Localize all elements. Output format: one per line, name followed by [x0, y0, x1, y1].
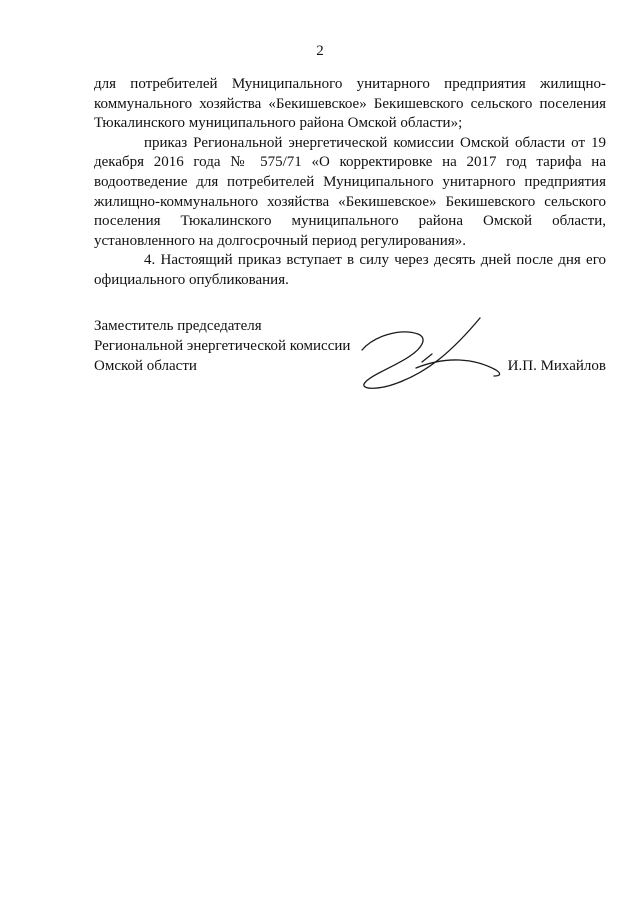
signatory-title-line: Омской области: [94, 358, 197, 374]
page-number: 2: [316, 43, 324, 59]
signatory-title-line: Региональной энергетической комиссии: [94, 338, 351, 354]
paragraph-order-reference: приказ Региональной энергетической комиссии Омской области от 19 декабря 2016 года № 575/71 «О корректировке на 2017 год тарифа на водоотведение для потребителей Муниципального унитарного предприятия жилищно-коммунального хозяйства «Бекишевское» Бекишевского сельского поселения Тюкалинского муниципального района Омской области, установленного на долгосрочный период регулирования».: [94, 134, 606, 249]
document-body: [94, 75, 606, 291]
paragraph-continuation: для потребителей Муниципального унитарного предприятия жилищно-коммунального хозяйства «Бекишевское» Бекишевского сельского поселения Тюкалинского муниципального района Омской области»;: [94, 76, 606, 132]
signatory-title: [94, 316, 350, 376]
paragraph-effective-date: 4. Настоящий приказ вступает в силу через десять дней после дня его официального опубликования.: [94, 252, 606, 288]
handwritten-signature: [356, 314, 516, 392]
signature-block: [94, 316, 606, 396]
signatory-name: И.П. Михайлов: [507, 358, 606, 374]
signatory-title-line: Заместитель председателя: [94, 318, 262, 334]
